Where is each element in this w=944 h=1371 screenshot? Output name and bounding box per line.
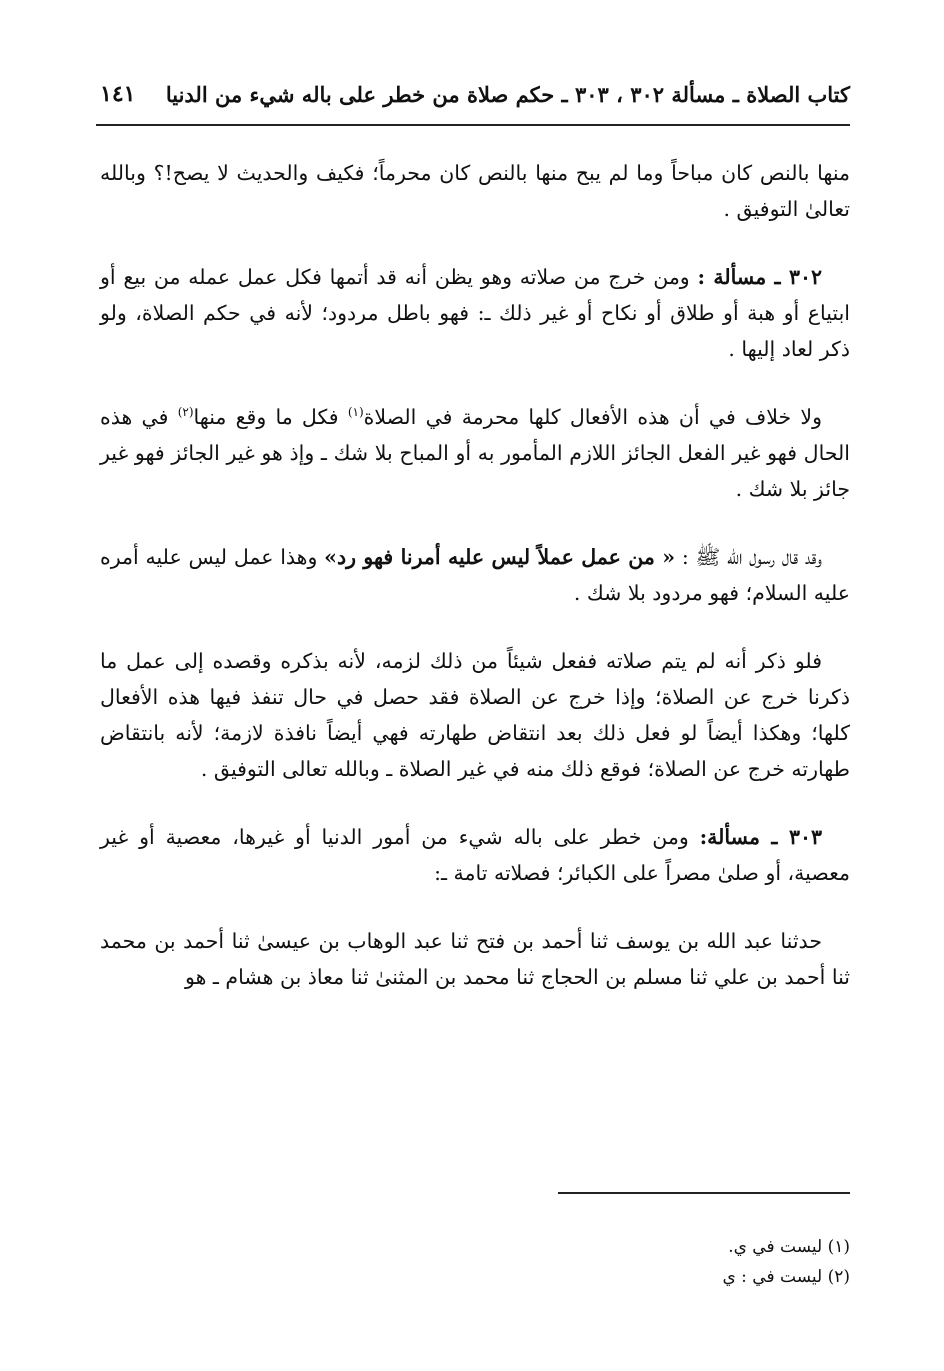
footnote-rule [558, 1192, 850, 1194]
footnote-1: (١) ليست في ي. [728, 1237, 850, 1257]
issue-302 [100, 259, 850, 367]
hadith-quote: « من عمل عملاً ليس عليه أمرنا فهو رد» [324, 545, 676, 569]
paragraph-text: في هذه الحال فهو غير الفعل الجائز اللازم المأمور به أو المباح بلا شك ـ وإذ هو غير الجائز فهو غير جائز بلا شك . [100, 405, 850, 501]
paragraph-text: ومن خطر على باله شيء من أمور الدنيا أو غيرها، معصية أو غير معصية، أو صلىٰ مصراً على الكبائر؛ فصلاته تامة ـ: [100, 825, 850, 885]
footnote-ref-1[interactable]: (١) [347, 405, 364, 420]
footnotes [100, 1232, 850, 1292]
paragraph-hadith [100, 539, 850, 611]
issue-label: ٣٠٣ ـ مسألة: [699, 825, 822, 849]
footnote-2: (٢) ليست في : ي [722, 1267, 850, 1287]
issue-303 [100, 819, 850, 891]
paragraph-remembered [100, 643, 850, 787]
issue-label: ٣٠٢ ـ مسألة : [697, 265, 822, 289]
paragraph-text: منها بالنص كان مباحاً وما لم يبح منها بالنص كان محرماً؛ فكيف والحديث لا يصح!؟ وبالله تعالىٰ التوفيق . [100, 161, 850, 221]
paragraph-isnad [100, 923, 850, 995]
running-head: كتاب الصلاة ـ مسألة ٣٠٢ ، ٣٠٣ ـ حكم صلاة من خطر على باله شيء من الدنيا [165, 81, 850, 107]
paragraph-text: حدثنا عبد الله بن يوسف ثنا أحمد بن فتح ثنا عبد الوهاب بن عيسىٰ ثنا أحمد بن محمد ثنا أحمد بن علي ثنا مسلم بن الحجاج ثنا محمد بن المثنىٰ ثنا معاذ بن هشام ـ هو [100, 929, 850, 989]
footnote-ref-2[interactable]: (٢) [177, 405, 194, 420]
paragraph-text: ولا خلاف في أن هذه الأفعال كلها محرمة في الصلاة [363, 405, 823, 429]
paragraph-text: وقد قال رسول الله ﷺ : [675, 545, 822, 569]
paragraph-text: فكل ما وقع منها [193, 405, 348, 429]
page-header [100, 74, 850, 114]
header-rule [96, 124, 850, 126]
paragraph-text: وهذا عمل ليس عليه أمره عليه السلام؛ فهو مردود بلا شك . [100, 545, 850, 605]
paragraph-continuation [100, 155, 850, 227]
page-number: ١٤١ [100, 81, 136, 107]
paragraph-text: فلو ذكر أنه لم يتم صلاته ففعل شيئاً من ذلك لزمه، لأنه بذكره وقصده إلى عمل ما ذكرنا خرج عن الصلاة؛ وإذا خرج عن الصلاة فقد حصل في حال تنفذ فيها هذه الأفعال كلها؛ وهكذا أيضاً لو فعل ذلك بعد انتقاض طهارته فهي أيضاً نافذة لازمة؛ لأنه بانتقاض طهارته خرج عن الصلاة؛ فوقع ذلك منه في غير الصلاة ـ وبالله تعالى التوفيق . [100, 649, 850, 781]
main-text [100, 155, 850, 1027]
paragraph-text: ومن خرج من صلاته وهو يظن أنه قد أتمها فكل عمل عمله من بيع أو ابتياع أو هبة أو طلاق أو نكاح أو غير ذلك ـ: فهو باطل مردود؛ لأنه في حكم الصلاة، ولو ذكر لعاد إليها . [100, 265, 850, 361]
paragraph-no-dispute [100, 399, 850, 507]
